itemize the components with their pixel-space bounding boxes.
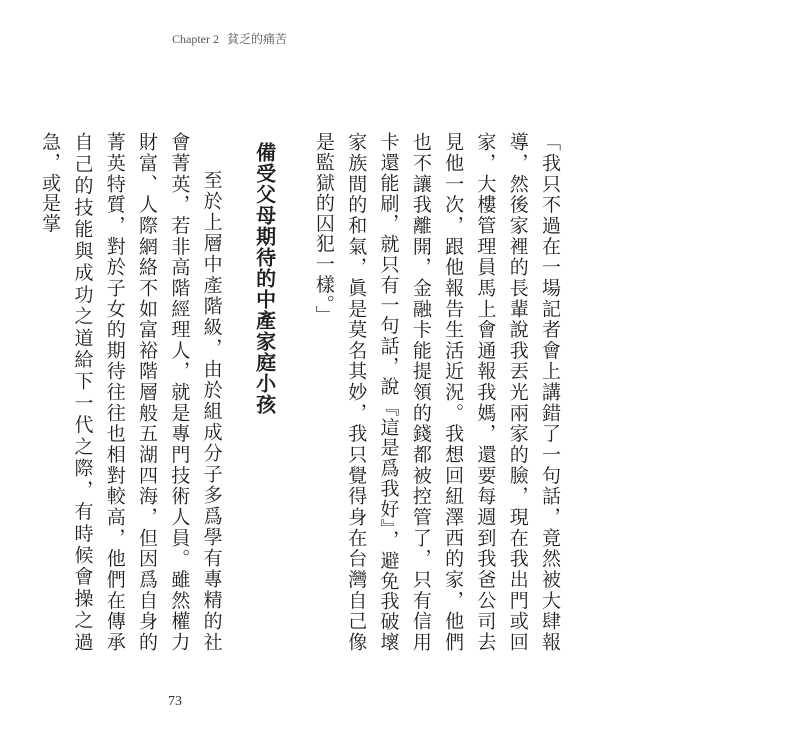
running-header	[172, 30, 287, 47]
section-paragraph: 至於上層中產階級，由於組成分子多爲學有專精的社會菁英，若非高階經理人，就是專門技術人員。雖然權力財富、人際網絡不如富裕階層般五湖四海，但因爲自身的菁英特質，對於子女的期待往往也相對較高，他們在傳承自己的技能與成功之道給下一代之際，有時候會操之過急，或是掌	[39, 132, 223, 652]
chapter-label: Chapter 2	[172, 32, 219, 46]
chapter-title: 貧乏的痛苦	[227, 32, 288, 46]
page-number: 73	[168, 694, 182, 709]
vertical-text-block	[39, 132, 566, 652]
quote-paragraph: 「我只不過在一場記者會上講錯了一句話，竟然被大肆報導，然後家裡的長輩說我丟光兩家的臉，現在我出門或回家，大樓管理員馬上會通報我媽，還要每週到我爸公司去見他一次，跟他報告生活近況。我想回紐澤西的家，他們也不讓我離開，金融卡能提領的錢都被控管了，只有信用卡還能刷，就只有一句話，說『這是爲我好』，避免我破壞家族間的和氣，眞是莫名其妙，我只覺得身在台灣自己像是監獄的囚犯一樣。」	[312, 132, 561, 652]
section-heading: 備受父母期待的中產家庭小孩	[252, 142, 277, 415]
